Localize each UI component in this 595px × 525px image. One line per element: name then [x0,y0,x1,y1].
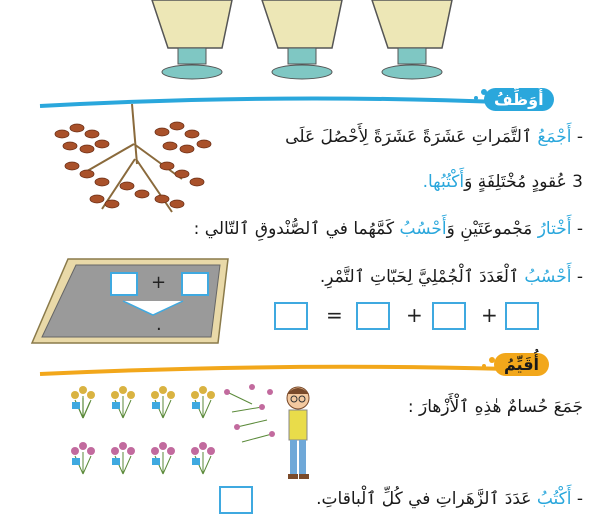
lamp-2 [262,0,342,79]
verb-collect: أَجْمَعُ [537,127,572,147]
conjunction-and: وَ [464,172,473,192]
evaluate-line-2-text: عَدَدَ ٱلزَّهَراتِ في كُلِّ ٱلْباقاتِ. [316,489,532,509]
section-badge-evaluate: أُقَيِّمُ [494,353,549,376]
flower-count-answer-box[interactable] [219,486,253,514]
lamp-illustrations [0,0,595,90]
conjunction-and-2: وَ [446,219,455,239]
boy-illustration [280,384,320,484]
instruction-line-3: - أَخْتارُ مَجْموعَتَيْنِ وَأَحْسُبُ كَمَّهُما في ٱلصُّنْدوقِ ٱلتّالي : [193,219,583,239]
equation-addend-box-2[interactable] [432,302,466,330]
instruction-line-4-text: ٱلْعَدَدَ ٱلْجُمْلِيَّ لِحَبّاتِ ٱلتَّمْرِ. [319,267,519,287]
equals-sign: = [326,303,343,327]
evaluate-line-1: جَمَعَ حُسامٌ هٰذِهِ ٱلْأَزْهارَ : [407,397,583,417]
verb-choose: أَخْتارُ [537,219,572,239]
bouquet-row-2 [71,442,215,474]
dates-illustration [42,104,222,219]
section-badge-apply: أُوَظِّفُ [484,88,554,111]
equation-result-box[interactable] [274,302,308,330]
equation-addend-box-1[interactable] [356,302,390,330]
sorting-tray [28,255,238,350]
instruction-line-2 [423,172,583,192]
plus-sign-1: + [406,303,423,327]
tray-plus-sign: + [151,272,167,293]
tray-dot: . [156,314,162,335]
verb-write-2: أَكْتُبُ [536,489,572,509]
tray-group-box-1[interactable] [110,272,138,296]
instruction-line-3-mid: مَجْموعَتَيْنِ [460,219,533,239]
tray-group-box-2[interactable] [181,272,209,296]
instruction-line-3-text: كَمَّهُما في ٱلصُّنْدوقِ ٱلتّالي : [193,219,395,239]
verb-calculate-2: أَحْسُبُ [524,267,572,287]
equation-addend-box-3[interactable] [505,302,539,330]
verb-calculate: أَحْسُبُ [399,219,447,239]
loose-flowers [222,382,282,452]
bouquet-row-1 [71,386,215,418]
instruction-line-1: - أَجْمَعُ ٱلتَّمَراتِ عَشَرَةً عَشَرَةً لِأَحْصُلَ عَلَى [285,127,583,147]
flower-bouquets [68,368,228,480]
verb-write: أَكْتُبُها. [422,172,465,192]
instruction-line-4: - أَحْسُبُ ٱلْعَدَدَ ٱلْجُمْلِيَّ لِحَبّاتِ ٱلتَّمْرِ. [319,267,583,287]
lamp-3 [372,0,452,79]
lamp-1 [152,0,232,79]
instruction-line-2-text: 3 عُقودٍ مُخْتَلِفَةٍ [477,172,583,192]
evaluate-line-2: - أَكْتُبُ عَدَدَ ٱلزَّهَراتِ في كُلِّ ٱلْباقاتِ. [316,489,583,509]
plus-sign-2: + [481,303,498,327]
instruction-line-1-text: ٱلتَّمَراتِ عَشَرَةً عَشَرَةً لِأَحْصُلَ عَلَى [285,127,532,147]
